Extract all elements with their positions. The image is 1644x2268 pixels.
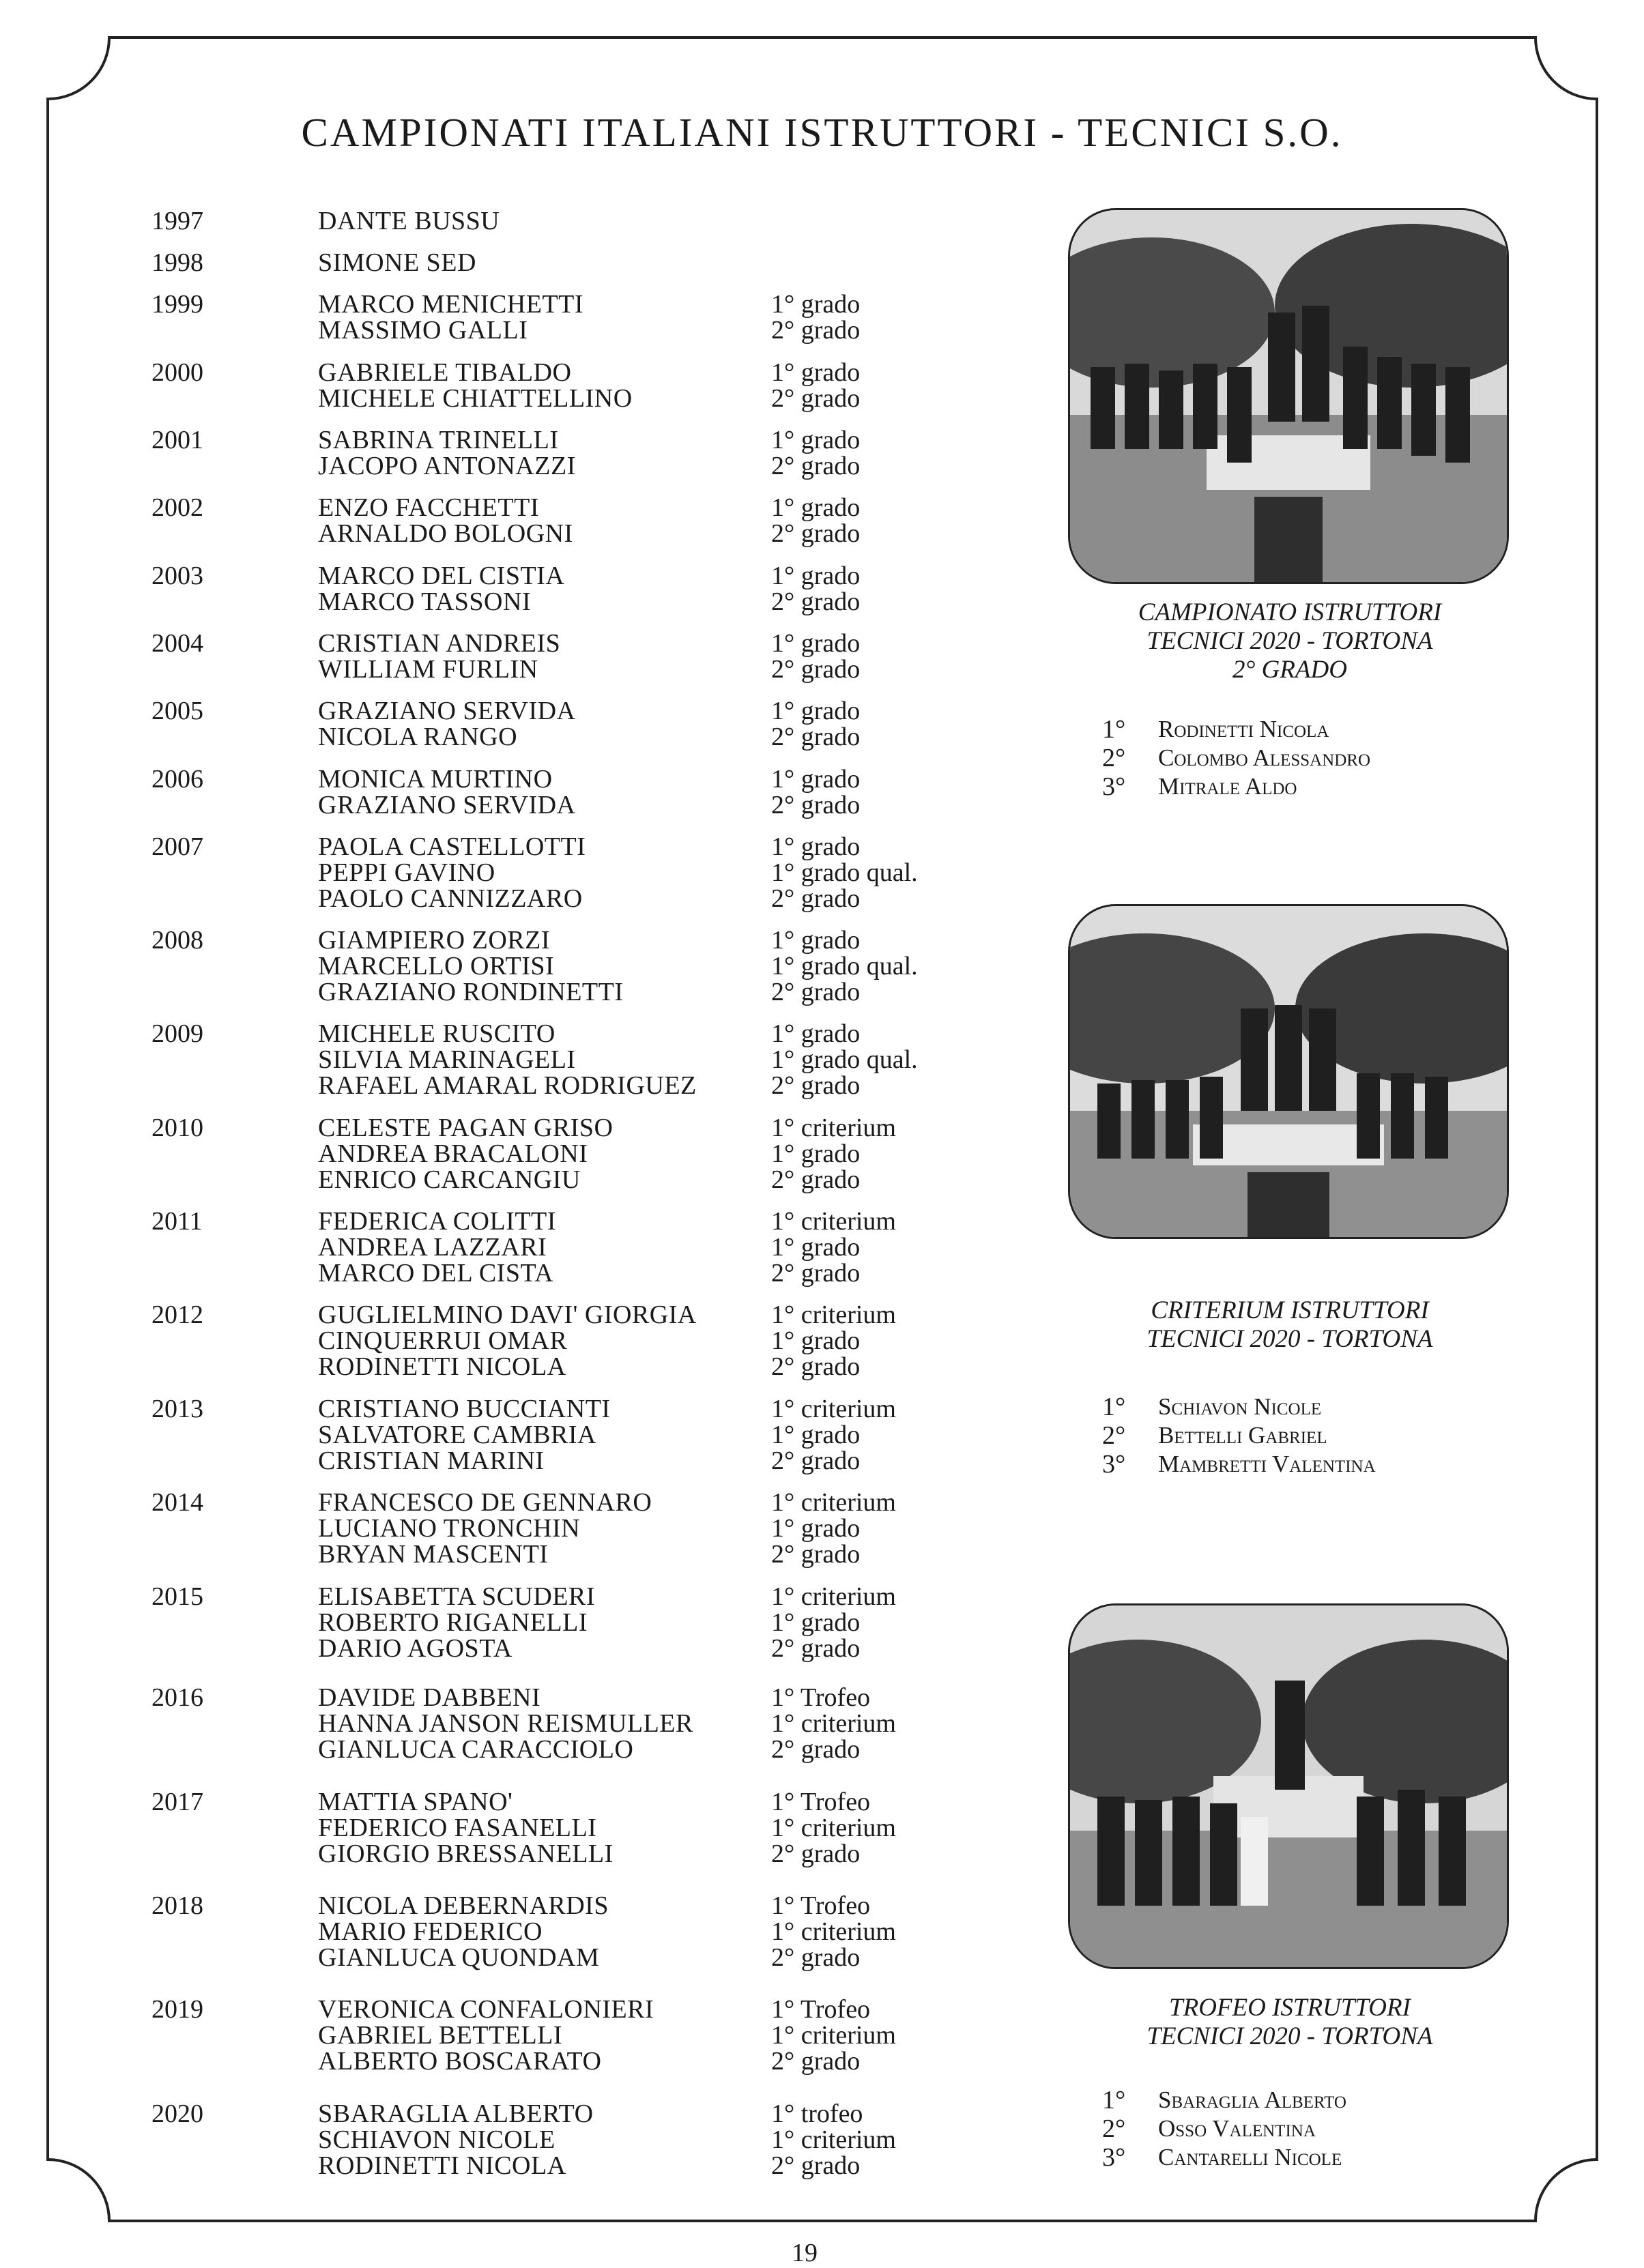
winner-grade: 1° criterium bbox=[771, 1300, 896, 1329]
winner-name: GABRIEL BETTELLI bbox=[318, 2021, 563, 2050]
winner-grade: 2° grado bbox=[771, 1071, 861, 1100]
entry-row bbox=[0, 1610, 1024, 1635]
entry-row bbox=[0, 766, 1024, 792]
winner-grade: 1° grado bbox=[771, 1326, 861, 1355]
winner-grade: 1° grado bbox=[771, 290, 861, 319]
winner-name: FEDERICO FASANELLI bbox=[318, 1814, 597, 1842]
podium-position: 1° bbox=[1102, 715, 1126, 744]
winner-grade: 1° criterium bbox=[771, 1709, 896, 1738]
winner-grade: 2° grado bbox=[771, 1446, 861, 1475]
entry-2020 bbox=[0, 2101, 1024, 2179]
entry-row bbox=[0, 208, 1024, 234]
winner-grade: 2° grado bbox=[771, 791, 861, 819]
entry-year: 1997 bbox=[152, 207, 203, 235]
entry-2000 bbox=[0, 360, 1024, 411]
entry-year: 2006 bbox=[152, 765, 203, 794]
podium-position: 2° bbox=[1102, 744, 1126, 772]
entry-row bbox=[0, 630, 1024, 656]
winner-grade: 1° grado bbox=[771, 832, 861, 861]
entry-year: 2014 bbox=[152, 1488, 203, 1517]
entry-2004 bbox=[0, 630, 1024, 682]
entry-year: 2013 bbox=[152, 1395, 203, 1423]
winner-name: ELISABETTA SCUDERI bbox=[318, 1582, 596, 1611]
winner-grade: 1° trofeo bbox=[771, 2099, 863, 2128]
entry-row bbox=[0, 250, 1024, 276]
caption-line: CAMPIONATO ISTRUTTORI bbox=[1138, 598, 1442, 626]
winner-grade: 2° grado bbox=[771, 884, 861, 913]
entry-row bbox=[0, 317, 1024, 343]
entry-row bbox=[0, 521, 1024, 547]
podium-row bbox=[1102, 1450, 1512, 1479]
entry-row bbox=[0, 698, 1024, 724]
winner-grade: 1° criterium bbox=[771, 1582, 896, 1611]
winner-name: PAOLA CASTELLOTTI bbox=[318, 832, 586, 861]
entry-year: 2015 bbox=[152, 1582, 203, 1611]
page-title: CAMPIONATI ITALIANI ISTRUTTORI - TECNICI S.O. bbox=[301, 110, 1343, 155]
winner-grade: 2° grado bbox=[771, 1735, 861, 1764]
entry-row bbox=[0, 1448, 1024, 1474]
winner-grade: 2° grado bbox=[771, 978, 861, 1006]
entry-row bbox=[0, 2022, 1024, 2048]
winner-grade: 1° grado bbox=[771, 1514, 861, 1543]
entry-row bbox=[0, 495, 1024, 521]
winner-name: JACOPO ANTONAZZI bbox=[318, 452, 576, 480]
winner-grade: 1° criterium bbox=[771, 1488, 896, 1517]
podium-list-criterium bbox=[1102, 1393, 1512, 1479]
entry-2015 bbox=[0, 1584, 1024, 1661]
winner-grade: 2° grado bbox=[771, 2047, 861, 2076]
winner-name: RAFAEL AMARAL RODRIGUEZ bbox=[318, 1071, 697, 1100]
entry-year: 2004 bbox=[152, 629, 203, 658]
entry-row bbox=[0, 2127, 1024, 2153]
winner-grade: 2° grado bbox=[771, 1840, 861, 1868]
entry-year: 2018 bbox=[152, 1891, 203, 1920]
entry-year: 2011 bbox=[152, 1207, 203, 1236]
entry-year: 2002 bbox=[152, 493, 203, 522]
winner-name: FEDERICA COLITTI bbox=[318, 1207, 556, 1236]
winner-grade: 2° grado bbox=[771, 384, 861, 413]
winner-name: PAOLO CANNIZZARO bbox=[318, 884, 583, 913]
winner-name: GABRIELE TIBALDO bbox=[318, 358, 572, 387]
podium-row bbox=[1102, 772, 1512, 801]
entry-row bbox=[0, 1685, 1024, 1711]
entry-row bbox=[0, 1396, 1024, 1422]
entry-2011 bbox=[0, 1208, 1024, 1286]
winner-name: SCHIAVON NICOLE bbox=[318, 2125, 556, 2154]
podium-row bbox=[1102, 1421, 1512, 1450]
entry-row bbox=[0, 427, 1024, 453]
entry-row bbox=[0, 1021, 1024, 1047]
winner-name: WILLIAM FURLIN bbox=[318, 655, 538, 684]
winner-name: DANTE BUSSU bbox=[318, 207, 500, 235]
podium-row bbox=[1102, 2143, 1512, 2172]
caption-line: TECNICI 2020 - TORTONA bbox=[1147, 2022, 1433, 2050]
winner-name: CRISTIAN ANDREIS bbox=[318, 629, 561, 658]
entry-2008 bbox=[0, 927, 1024, 1005]
entry-row bbox=[0, 656, 1024, 682]
winner-grade: 2° grado bbox=[771, 587, 861, 616]
entry-2013 bbox=[0, 1396, 1024, 1474]
winner-grade: 1° grado bbox=[771, 1421, 861, 1449]
winner-name: GRAZIANO SERVIDA bbox=[318, 791, 576, 819]
entry-2005 bbox=[0, 698, 1024, 750]
caption-line: 2° GRADO bbox=[1232, 656, 1347, 684]
entry-year: 2010 bbox=[152, 1114, 203, 1142]
podium-name: Cantarelli Nicole bbox=[1158, 2144, 1342, 2170]
winner-name: MARIO FEDERICO bbox=[318, 1917, 543, 1946]
podium-name: Rodinetti Nicola bbox=[1158, 716, 1329, 742]
entry-row bbox=[0, 291, 1024, 317]
podium-position: 1° bbox=[1102, 2086, 1126, 2114]
entry-row bbox=[0, 2153, 1024, 2179]
winner-grade: 1° grado qual. bbox=[771, 952, 918, 980]
entry-row bbox=[0, 360, 1024, 386]
entry-row bbox=[0, 1489, 1024, 1515]
entry-row bbox=[0, 1635, 1024, 1661]
entry-row bbox=[0, 563, 1024, 589]
winner-name: MASSIMO GALLI bbox=[318, 316, 528, 345]
winner-grade: 1° grado bbox=[771, 926, 861, 955]
entry-2017 bbox=[0, 1789, 1024, 1867]
entry-year: 2019 bbox=[152, 1995, 203, 2024]
winner-name: MONICA MURTINO bbox=[318, 765, 553, 794]
winner-name: MARCO DEL CISTA bbox=[318, 1259, 554, 1288]
winner-grade: 2° grado bbox=[771, 1352, 861, 1381]
podium-name: Colombo Alessandro bbox=[1158, 744, 1371, 771]
entry-year: 2009 bbox=[152, 1019, 203, 1048]
entry-2006 bbox=[0, 766, 1024, 818]
winner-name: VERONICA CONFALONIERI bbox=[318, 1995, 654, 2024]
winner-name: MARCO DEL CISTIA bbox=[318, 562, 565, 590]
winner-grade: 2° grado bbox=[771, 723, 861, 751]
winner-name: GIORGIO BRESSANELLI bbox=[318, 1840, 614, 1868]
winner-grade: 2° grado bbox=[771, 452, 861, 480]
entry-row bbox=[0, 1841, 1024, 1867]
entry-row bbox=[0, 2101, 1024, 2127]
winner-grade: 2° grado bbox=[771, 519, 861, 548]
podium-caption-criterium bbox=[1065, 1296, 1515, 1354]
podium-photo-campionato bbox=[1068, 208, 1509, 584]
entry-2016 bbox=[0, 1685, 1024, 1762]
entry-row bbox=[0, 1302, 1024, 1328]
winner-grade: 1° grado bbox=[771, 358, 861, 387]
winner-name: MARCELLO ORTISI bbox=[318, 952, 555, 980]
winner-name: FRANCESCO DE GENNARO bbox=[318, 1488, 652, 1517]
podium-position: 3° bbox=[1102, 1450, 1126, 1479]
winner-name: CINQUERRUI OMAR bbox=[318, 1326, 568, 1355]
winner-grade: 2° grado bbox=[771, 1943, 861, 1972]
winner-name: MARCO TASSONI bbox=[318, 587, 532, 616]
podium-row bbox=[1102, 2086, 1512, 2114]
winner-grade: 1° grado qual. bbox=[771, 1045, 918, 1074]
podium-position: 1° bbox=[1102, 1393, 1126, 1421]
entry-row bbox=[0, 979, 1024, 1005]
winner-grade: 2° grado bbox=[771, 1165, 861, 1194]
entry-row bbox=[0, 834, 1024, 860]
podium-position: 3° bbox=[1102, 772, 1126, 801]
winner-grade: 1° grado bbox=[771, 562, 861, 590]
entry-row bbox=[0, 1541, 1024, 1567]
winner-name: MICHELE RUSCITO bbox=[318, 1019, 556, 1048]
entry-row bbox=[0, 1115, 1024, 1141]
entry-row bbox=[0, 953, 1024, 979]
caption-line: TROFEO ISTRUTTORI bbox=[1169, 1994, 1411, 2022]
winner-grade: 2° grado bbox=[771, 655, 861, 684]
winner-grade: 1° criterium bbox=[771, 2125, 896, 2154]
winner-name: NICOLA DEBERNARDIS bbox=[318, 1891, 609, 1920]
entry-row bbox=[0, 1789, 1024, 1815]
podium-row bbox=[1102, 744, 1512, 772]
winner-grade: 1° criterium bbox=[771, 1814, 896, 1842]
entry-row bbox=[0, 1354, 1024, 1380]
winner-name: SIMONE SED bbox=[318, 248, 476, 277]
entry-row bbox=[0, 453, 1024, 479]
entry-year: 1998 bbox=[152, 248, 203, 277]
entry-row bbox=[0, 1328, 1024, 1354]
entry-year: 2020 bbox=[152, 2099, 203, 2128]
winner-name: CELESTE PAGAN GRISO bbox=[318, 1114, 614, 1142]
entry-row bbox=[0, 1584, 1024, 1610]
podium-photo-trofeo bbox=[1068, 1603, 1509, 1969]
winner-name: HANNA JANSON REISMULLER bbox=[318, 1709, 693, 1738]
winner-name: SABRINA TRINELLI bbox=[318, 426, 559, 454]
winner-name: SBARAGLIA ALBERTO bbox=[318, 2099, 594, 2128]
winner-name: RODINETTI NICOLA bbox=[318, 2151, 566, 2180]
winner-name: GIANLUCA QUONDAM bbox=[318, 1943, 600, 1972]
entry-2003 bbox=[0, 563, 1024, 615]
entry-row bbox=[0, 1919, 1024, 1945]
winner-name: MATTIA SPANO' bbox=[318, 1788, 513, 1816]
podium-name: Mambretti Valentina bbox=[1158, 1451, 1376, 1477]
entry-year: 2001 bbox=[152, 426, 203, 454]
entry-2018 bbox=[0, 1893, 1024, 1971]
winner-grade: 1° criterium bbox=[771, 2021, 896, 2050]
winner-name: ARNALDO BOLOGNI bbox=[318, 519, 573, 548]
winner-grade: 2° grado bbox=[771, 1540, 861, 1569]
caption-line: CRITERIUM ISTRUTTORI bbox=[1151, 1296, 1429, 1324]
caption-line: TECNICI 2020 - TORTONA bbox=[1147, 627, 1433, 655]
entry-row bbox=[0, 1422, 1024, 1448]
podium-name: Mitrale Aldo bbox=[1158, 773, 1297, 800]
winner-grade: 1° Trofeo bbox=[771, 1788, 871, 1816]
entry-2007 bbox=[0, 834, 1024, 912]
entry-year: 2017 bbox=[152, 1788, 203, 1816]
caption-line: TECNICI 2020 - TORTONA bbox=[1147, 1325, 1433, 1353]
winner-grade: 1° grado bbox=[771, 765, 861, 794]
entry-row bbox=[0, 2048, 1024, 2074]
winner-grade: 1° grado bbox=[771, 629, 861, 658]
winner-grade: 1° criterium bbox=[771, 1114, 896, 1142]
entry-2001 bbox=[0, 427, 1024, 479]
podium-name: Sbaraglia Alberto bbox=[1158, 2087, 1346, 2113]
winner-grade: 1° Trofeo bbox=[771, 1891, 871, 1920]
entry-1997 bbox=[0, 208, 1024, 234]
winner-name: GIANLUCA CARACCIOLO bbox=[318, 1735, 634, 1764]
winner-grade: 1° criterium bbox=[771, 1395, 896, 1423]
entry-row bbox=[0, 860, 1024, 886]
entry-2002 bbox=[0, 495, 1024, 547]
podium-list-campionato bbox=[1102, 715, 1512, 801]
winner-name: ALBERTO BOSCARATO bbox=[318, 2047, 602, 2076]
entry-year: 2003 bbox=[152, 562, 203, 590]
winner-name: SILVIA MARINAGELI bbox=[318, 1045, 576, 1074]
entry-row bbox=[0, 1996, 1024, 2022]
entry-1999 bbox=[0, 291, 1024, 343]
entry-row bbox=[0, 792, 1024, 818]
winner-grade: 2° grado bbox=[771, 316, 861, 345]
entry-year: 2007 bbox=[152, 832, 203, 861]
entry-row bbox=[0, 1260, 1024, 1286]
winner-grade: 2° grado bbox=[771, 1634, 861, 1663]
entry-row bbox=[0, 1945, 1024, 1971]
winner-name: SALVATORE CAMBRIA bbox=[318, 1421, 596, 1449]
winner-name: CRISTIAN MARINI bbox=[318, 1446, 545, 1475]
entry-year: 2008 bbox=[152, 926, 203, 955]
entry-row bbox=[0, 1515, 1024, 1541]
entry-year: 2016 bbox=[152, 1683, 203, 1712]
winner-name: RODINETTI NICOLA bbox=[318, 1352, 566, 1381]
entry-2014 bbox=[0, 1489, 1024, 1567]
winner-name: CRISTIANO BUCCIANTI bbox=[318, 1395, 611, 1423]
podium-photo-criterium bbox=[1068, 904, 1509, 1239]
entry-year: 1999 bbox=[152, 290, 203, 319]
podium-position: 2° bbox=[1102, 2114, 1126, 2143]
entry-row bbox=[0, 1815, 1024, 1841]
entry-row bbox=[0, 724, 1024, 750]
winner-grade: 1° criterium bbox=[771, 1917, 896, 1946]
winner-name: GRAZIANO RONDINETTI bbox=[318, 978, 624, 1006]
entry-year: 2012 bbox=[152, 1300, 203, 1329]
winner-grade: 1° grado qual. bbox=[771, 858, 918, 887]
entry-row bbox=[0, 1711, 1024, 1736]
podium-position: 2° bbox=[1102, 1421, 1126, 1450]
podium-name: Bettelli Gabriel bbox=[1158, 1422, 1327, 1449]
entry-row bbox=[0, 1047, 1024, 1073]
winner-name: ANDREA BRACALONI bbox=[318, 1139, 588, 1168]
winner-grade: 1° Trofeo bbox=[771, 1995, 871, 2024]
winner-grade: 1° grado bbox=[771, 1233, 861, 1262]
podium-row bbox=[1102, 2114, 1512, 2143]
winner-grade: 1° grado bbox=[771, 1608, 861, 1637]
winner-name: ANDREA LAZZARI bbox=[318, 1233, 547, 1262]
entry-year: 2005 bbox=[152, 697, 203, 725]
winner-name: DAVIDE DABBENI bbox=[318, 1683, 541, 1712]
winner-grade: 1° grado bbox=[771, 1139, 861, 1168]
podium-row bbox=[1102, 715, 1512, 744]
entry-1998 bbox=[0, 250, 1024, 276]
podium-name: Schiavon Nicole bbox=[1158, 1393, 1322, 1420]
podium-caption-trofeo bbox=[1065, 1994, 1515, 2051]
winner-name: NICOLA RANGO bbox=[318, 723, 518, 751]
entry-row bbox=[0, 386, 1024, 411]
winner-name: GIAMPIERO ZORZI bbox=[318, 926, 550, 955]
winner-grade: 1° grado bbox=[771, 1019, 861, 1048]
winner-grade: 1° grado bbox=[771, 493, 861, 522]
entry-2012 bbox=[0, 1302, 1024, 1380]
winner-name: GRAZIANO SERVIDA bbox=[318, 697, 576, 725]
winner-name: MARCO MENICHETTI bbox=[318, 290, 584, 319]
entry-row bbox=[0, 1893, 1024, 1919]
entry-row bbox=[0, 1141, 1024, 1167]
entry-2019 bbox=[0, 1996, 1024, 2074]
podium-name: Osso Valentina bbox=[1158, 2115, 1316, 2142]
entry-row bbox=[0, 1234, 1024, 1260]
entry-row bbox=[0, 1208, 1024, 1234]
winner-grade: 1° grado bbox=[771, 426, 861, 454]
entry-row bbox=[0, 1073, 1024, 1099]
entry-row bbox=[0, 927, 1024, 953]
podium-list-trofeo bbox=[1102, 2086, 1512, 2172]
entry-row bbox=[0, 1736, 1024, 1762]
entry-row bbox=[0, 589, 1024, 615]
winner-name: ROBERTO RIGANELLI bbox=[318, 1608, 588, 1637]
winner-name: PEPPI GAVINO bbox=[318, 858, 495, 887]
podium-row bbox=[1102, 1393, 1512, 1421]
page-number: 19 bbox=[792, 2239, 818, 2267]
winner-name: ENZO FACCHETTI bbox=[318, 493, 539, 522]
winner-name: DARIO AGOSTA bbox=[318, 1634, 513, 1663]
entry-row bbox=[0, 1167, 1024, 1193]
winner-grade: 1° Trofeo bbox=[771, 1683, 871, 1712]
winner-grade: 1° criterium bbox=[771, 1207, 896, 1236]
entry-row bbox=[0, 886, 1024, 912]
podium-caption-campionato bbox=[1065, 598, 1515, 684]
winner-name: GUGLIELMINO DAVI' GIORGIA bbox=[318, 1300, 697, 1329]
podium-position: 3° bbox=[1102, 2143, 1126, 2172]
winner-name: BRYAN MASCENTI bbox=[318, 1540, 549, 1569]
winner-grade: 2° grado bbox=[771, 2151, 861, 2180]
winner-grade: 2° grado bbox=[771, 1259, 861, 1288]
winner-name: ENRICO CARCANGIU bbox=[318, 1165, 581, 1194]
entry-year: 2000 bbox=[152, 358, 203, 387]
winner-name: LUCIANO TRONCHIN bbox=[318, 1514, 581, 1543]
winner-name: MICHELE CHIATTELLINO bbox=[318, 384, 633, 413]
winner-grade: 1° grado bbox=[771, 697, 861, 725]
entry-2009 bbox=[0, 1021, 1024, 1099]
entry-2010 bbox=[0, 1115, 1024, 1193]
